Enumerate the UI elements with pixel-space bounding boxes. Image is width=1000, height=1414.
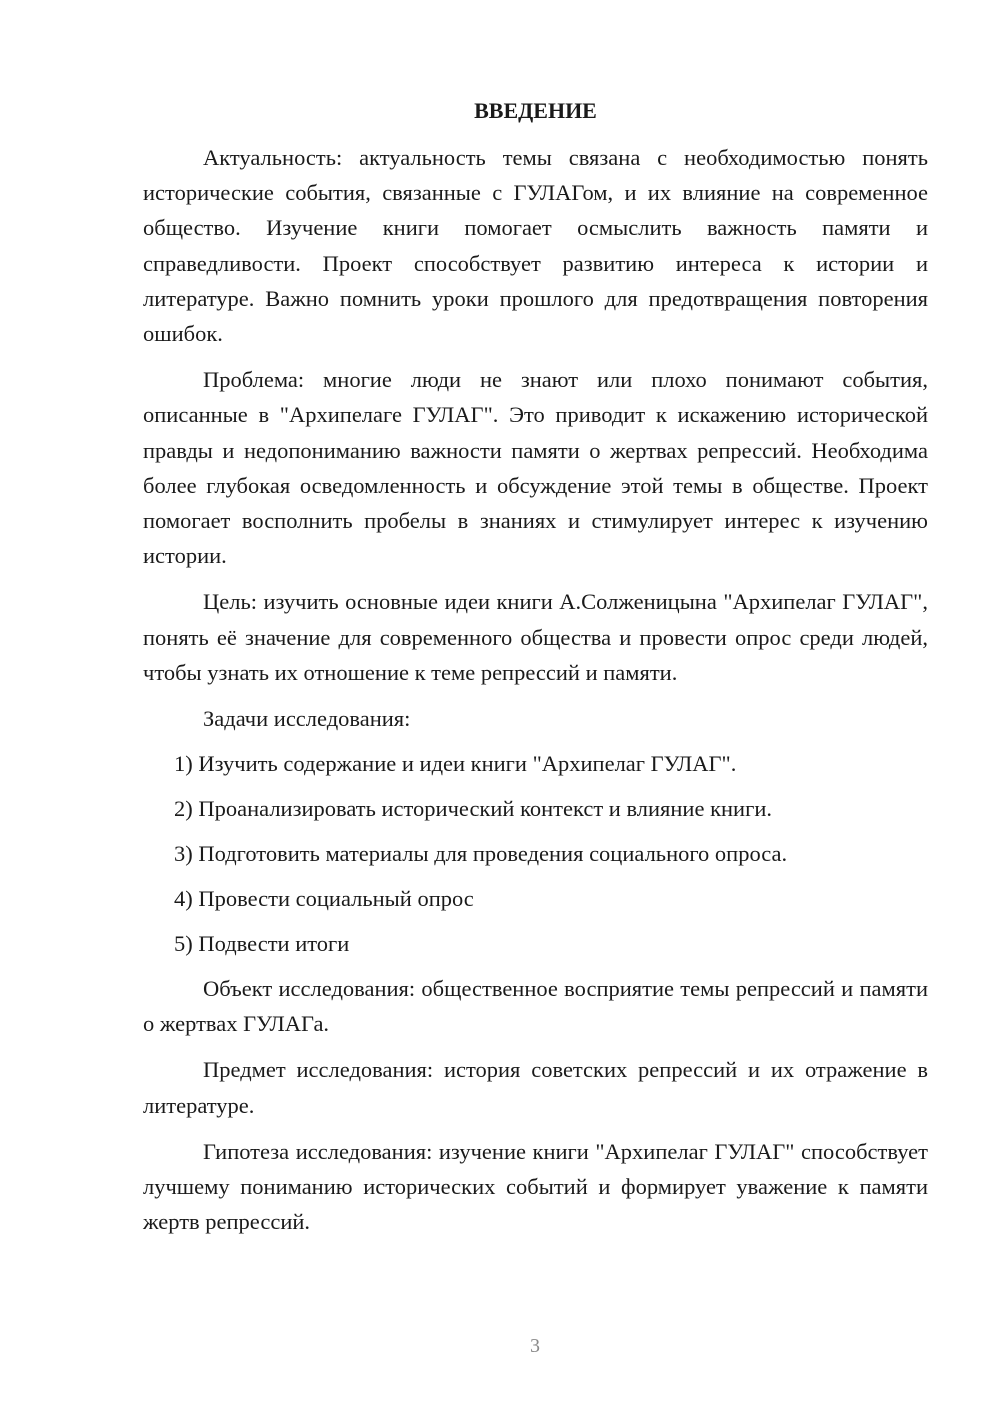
page-title: ВВЕДЕНИЕ bbox=[474, 98, 597, 123]
object-paragraph: Объект исследования: общественное восприятие темы репрессий и памяти о жертвах ГУЛАГа. bbox=[143, 976, 928, 1037]
task-item-4: 4) Провести социальный опрос bbox=[174, 886, 474, 912]
problem-paragraph: Проблема: многие люди не знают или плохо понимают события, описанные в "Архипелаге ГУЛАГ". Это приводит к искажению исторической правды и недопониманию важности памяти о жертвах репрессий. Необходима более глубокая осведомленность и обсуждение этой темы в обществе. Проект помогает восполнить пробелы в знаниях и стимулирует интерес к изучению истории. bbox=[143, 367, 928, 569]
goal-paragraph: Цель: изучить основные идеи книги А.Солженицына "Архипелаг ГУЛАГ", понять её значение для современного общества и провести опрос среди людей, чтобы узнать их отношение к теме репрессий и памяти. bbox=[143, 589, 928, 685]
document-page bbox=[143, 93, 928, 1250]
relevance-paragraph: Актуальность: актуальность темы связана с необходимостью понять исторические события, связанные с ГУЛАГом, и их влияние на современное общество. Изучение книги помогает осмыслить важность памяти и справедливости. Проект способствует развитию интереса к истории и литературе. Важно помнить уроки прошлого для предотвращения повторения ошибок. bbox=[143, 145, 928, 347]
tasks-heading: Задачи исследования: bbox=[203, 706, 411, 732]
task-item-3: 3) Подготовить материалы для проведения социального опроса. bbox=[174, 841, 788, 867]
task-item-1: 1) Изучить содержание и идеи книги "Архипелаг ГУЛАГ". bbox=[174, 751, 737, 777]
hypothesis-paragraph: Гипотеза исследования: изучение книги "Архипелаг ГУЛАГ" способствует лучшему пониманию исторических событий и формирует уважение к памяти жертв репрессий. bbox=[143, 1138, 928, 1235]
task-item-5: 5) Подвести итоги bbox=[174, 931, 350, 957]
subject-paragraph: Предмет исследования: история советских репрессий и их отражение в литературе. bbox=[143, 1057, 928, 1118]
page-number: 3 bbox=[530, 1335, 540, 1357]
tasks-list bbox=[143, 746, 928, 961]
task-item-2: 2) Проанализировать исторический контекст и влияние книги. bbox=[174, 796, 772, 822]
